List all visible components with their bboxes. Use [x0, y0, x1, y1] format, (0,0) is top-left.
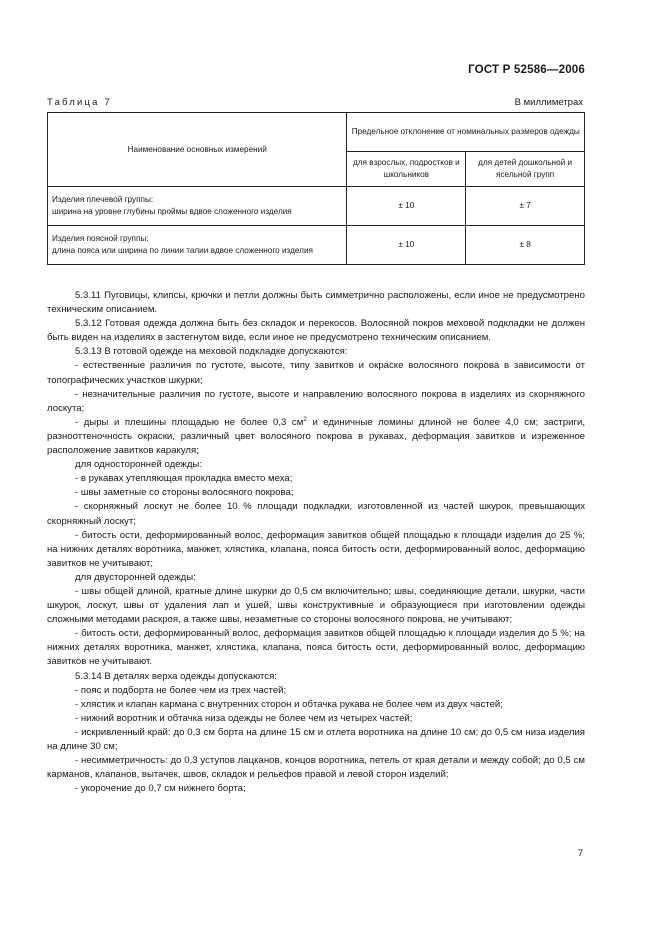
row-value-children: ± 8 [466, 226, 585, 265]
row-title: Изделия поясной группы: [52, 234, 149, 243]
superscript: 2 [303, 415, 307, 423]
paragraph: - пояс и подборта не более чем из трех частей; [75, 684, 287, 696]
header-measurement-name: Наименование основных измерений [48, 113, 347, 187]
paragraph: - в рукавах утепляющая прокладка вместо меха; [75, 473, 293, 485]
table-row [48, 187, 585, 226]
paragraph: - укорочение до 0,7 см нижнего борта; [75, 783, 246, 795]
header-tolerance-group: Предельное отклонение от номинальных размеров одежды [347, 113, 585, 152]
tolerance-table [47, 112, 585, 265]
paragraph: - скорняжный лоскут не более 10 % площади подкладки, изготовленной из частей шкурок, превышающих скорняжный лоскут; [47, 501, 585, 527]
row-measurement [48, 187, 347, 226]
paragraph: - битость ости, деформированный волос, деформация завитков общей площадью к площади изделия до 25 %; на нижних деталях воротника, манжет, хлястика, клапана, пояса битость ости, деформированный волос, деформацию завитков не учитывают; [47, 529, 585, 569]
paragraph: 5.3.14 В деталях верха одежды допускаются: [75, 670, 277, 682]
row-value-adults: ± 10 [347, 187, 466, 226]
row-measurement [48, 226, 347, 265]
header-children: для детей дошкольной и ясельной групп [466, 152, 585, 187]
paragraph: для односторонней одежды: [75, 459, 202, 471]
paragraph: - нижний воротник и обтачка низа одежды не более чем из четырех частей; [75, 712, 413, 724]
paragraph: - незначительные различия по густоте, высоте и направлению волосяного покрова в изделиях из скорняжного лоскута; [47, 388, 585, 414]
row-value-children: ± 7 [466, 187, 585, 226]
paragraph: - искривленный край: до 0,3 см борта на длине 15 см и отлета воротника на длине 10 см; до 0,5 см низа изделия на длине 30 см; [47, 726, 585, 752]
paragraph: - битость ости, деформированный волос, деформация завитков общей площадью к площади изделия до 5 %; на нижних деталях воротника, манжет, хлястика, клапана, пояса битость ости, деформированный волос, деформацию завитков не учитывают. [47, 628, 585, 668]
paragraph: 5.3.13 В готовой одежде на меховой подкладке допускаются: [75, 346, 348, 358]
text-run: - дыры и плешины площадью не более 0,3 см [75, 416, 304, 428]
paragraph: - хлястик и клапан кармана с внутренних сторон и обтачка рукава не более чем из двух частей; [75, 698, 503, 710]
table-row [48, 226, 585, 265]
paragraph: 5.3.12 Готовая одежда должна быть без складок и перекосов. Волосяной покров меховой подкладки не должен быть виден на изделиях в застегнутом виде, если иное не предусмотрено техническим описанием. [47, 318, 585, 344]
table-header-row [48, 113, 585, 152]
paragraph: - швы заметные со стороны волосяного покрова; [75, 487, 294, 499]
table-units: В миллиметрах [514, 97, 583, 108]
row-description: длина пояса или ширина по линии талии вдвое сложенного изделия [52, 246, 313, 255]
paragraph: для двусторонней одежды: [75, 571, 196, 583]
paragraph: - швы общей длиной, кратные длине шкурки до 0,5 см включительно; швы, соединяющие детали, шкурки, части шкурок, лоскут, швы от удаления лап и ушей, швы конструктивные и образующиеся при изготовлении одежды сложными методами раскроя, а также швы, незаметные со стороны волосяного покрова, не учитывают; [47, 585, 585, 626]
row-value-adults: ± 10 [347, 226, 466, 265]
standard-number: ГОСТ Р 52586—2006 [468, 64, 585, 76]
header-adults: для взрослых, подростков и школьников [347, 152, 466, 187]
text-run: и единичные ломины длиной не более 4,0 см; застриги, разнооттеночность окраски, различный цвет волосяного покрова в рукавах, деформация завитков и изреженное расположение завитков каракуля; [47, 416, 585, 457]
paragraph: - естественные различия по густоте, высоте, типу завитков и окраске волосяного покрова в зависимости от топографических участков шкурки; [47, 360, 585, 386]
paragraph: - несимметричность: до 0,3 уступов лацканов, концов воротника, петель от края детали и между собой; до 0,5 см карманов, клапанов, вытачек, швов, складок и рельефов правой и левой сторон изделий; [47, 755, 585, 781]
table-caption: Таблица 7 [47, 97, 112, 108]
page-number: 7 [577, 848, 583, 859]
body-text [47, 289, 585, 796]
paragraph: 5.3.11 Пуговицы, клипсы, крючки и петли должны быть симметрично расположены, если иное не предусмотрено техническим описанием. [47, 290, 585, 316]
row-title: Изделия плечевой группы: [52, 195, 154, 204]
paragraph [47, 416, 585, 458]
row-description: ширина на уровне глубины проймы вдвое сложенного изделия [52, 207, 292, 216]
